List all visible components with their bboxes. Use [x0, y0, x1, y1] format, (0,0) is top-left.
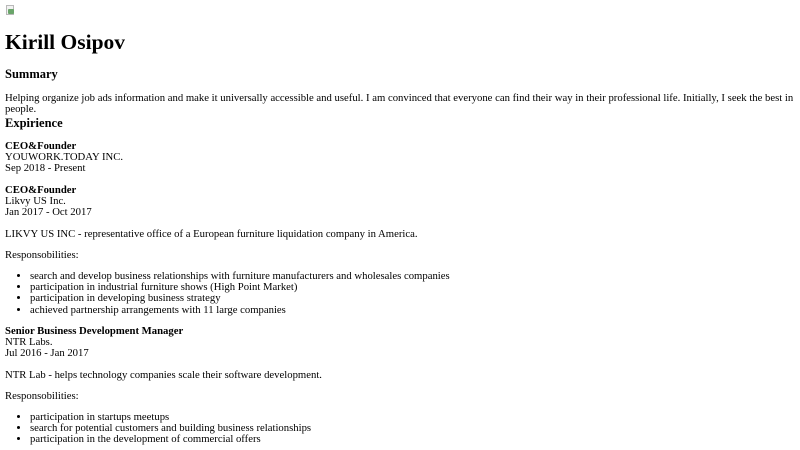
job-description: LIKVY US INC - representative office of a European furniture liquidation company in America. [5, 228, 418, 240]
job-entry-1 [5, 141, 123, 174]
experience-heading: Expirience [5, 116, 63, 130]
summary-heading: Summary [5, 67, 58, 81]
job-title: CEO&Founder [5, 140, 77, 152]
job-company: YOUWORK.TODAY INC. [5, 151, 124, 163]
profile-name: Kirill Osipov [5, 30, 126, 54]
responsibilities-list [5, 412, 311, 446]
job-dates: Jan 2017 - Oct 2017 [5, 206, 92, 218]
job-description: NTR Lab - helps technology companies scale their software development. [5, 369, 322, 381]
list-item: • participation in industrial furniture shows (High Point Market) [30, 282, 450, 293]
summary-text: Helping organize job ads information and make it universally accessible and useful. I am convinced that everyone can find their way in their professional life. Initially, I seek the best in people. [5, 92, 794, 115]
job-title: CEO&Founder [5, 184, 77, 196]
list-item: • participation in the development of commercial offers [30, 434, 311, 445]
list-item: • participation in developing business strategy [30, 293, 450, 304]
job-entry-3 [5, 326, 183, 359]
list-item: • search for potential customers and building business relationships [30, 423, 311, 434]
list-item: • achieved partnership arrangements with 11 large companies [30, 305, 450, 316]
job-dates: Jul 2016 - Jan 2017 [5, 347, 89, 359]
job-company: NTR Labs. [5, 336, 53, 348]
job-company: Likvy US Inc. [5, 195, 66, 207]
responsibilities-list [5, 271, 450, 316]
list-item: • search and develop business relationships with furniture manufacturers and wholesales companies [30, 271, 450, 282]
job-dates: Sep 2018 - Present [5, 162, 86, 174]
profile-photo-broken-image-icon [5, 5, 16, 16]
job-entry-2 [5, 185, 92, 218]
list-item: • participation in startups meetups [30, 412, 311, 423]
responsibilities-label: Responsobilities: [5, 249, 79, 261]
responsibilities-label: Responsobilities: [5, 390, 79, 402]
job-title: Senior Business Development Manager [5, 325, 184, 337]
